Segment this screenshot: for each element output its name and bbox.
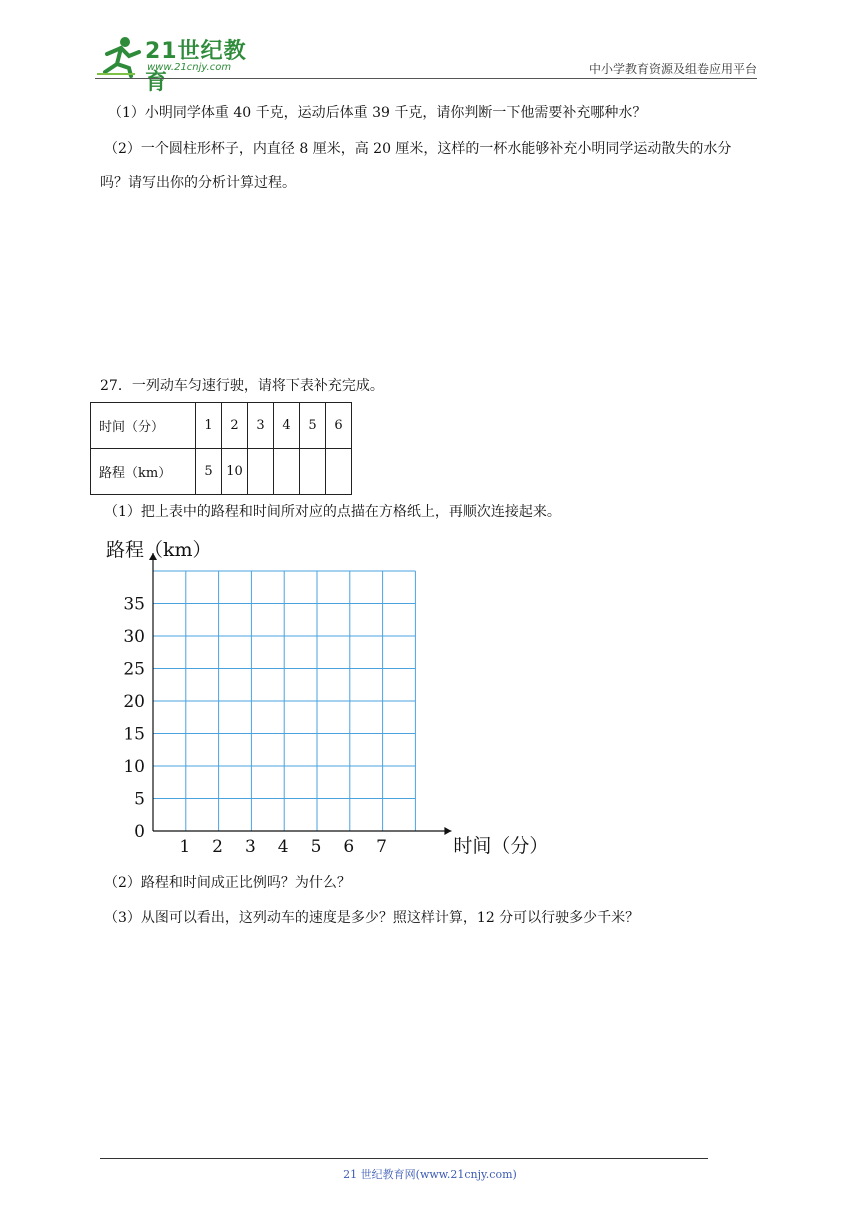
x-tick-label: 2 (212, 837, 224, 857)
table-cell: 5 (300, 403, 326, 449)
table-row (91, 449, 352, 495)
grid-chart[interactable] (100, 535, 549, 860)
x-tick-label: 6 (343, 837, 355, 857)
q27-title: 27．一列动车匀速行驶，请将下表补充完成。 (100, 378, 384, 394)
page-header (95, 30, 757, 95)
table-cell: 3 (248, 403, 274, 449)
site-logo (95, 34, 265, 95)
table-cell: 2 (222, 403, 248, 449)
y-axis-label: 路程（km） (106, 539, 212, 561)
x-tick-label: 5 (310, 837, 322, 857)
table-cell: 10 (222, 449, 248, 495)
logo-text: 21世纪教育 (145, 39, 247, 95)
table-header-distance: 路程（km） (91, 449, 196, 495)
table-header-time: 时间（分） (91, 403, 196, 449)
table-cell-blank[interactable] (326, 449, 352, 495)
x-tick-label: 4 (277, 837, 289, 857)
logo-url: www.21cnjy.com (147, 62, 232, 73)
y-tick-label: 0 (134, 822, 145, 842)
y-tick-label: 5 (134, 789, 145, 810)
q27-sub3: （3）从图可以看出，这列动车的速度是多少？照这样计算，12 分可以行驶多少千米？ (104, 910, 640, 926)
y-tick-label: 15 (123, 724, 145, 745)
x-tick-label: 1 (179, 837, 191, 857)
y-tick-label: 10 (123, 757, 145, 777)
y-tick-label: 30 (123, 627, 145, 647)
x-axis-arrow-icon (444, 827, 451, 835)
table-row (91, 403, 352, 449)
table-cell: 4 (274, 403, 300, 449)
x-axis-label: 时间（分） (453, 835, 549, 857)
time-distance-table (90, 402, 352, 495)
table-cell: 1 (196, 403, 222, 449)
runner-logo-icon (95, 34, 143, 78)
table-cell-blank[interactable] (274, 449, 300, 495)
table-cell: 6 (326, 403, 352, 449)
q26-part2-line1: （2）一个圆柱形杯子，内直径 8 厘米，高 20 厘米，这样的一杯水能够补充小明同学运动散失的水分 (104, 141, 732, 157)
footer-divider (100, 1158, 708, 1159)
x-tick-label: 7 (376, 837, 388, 857)
table-cell-blank[interactable] (248, 449, 274, 495)
footer-text: 21 世纪教育网(www.21cnjy.com) (343, 1168, 517, 1181)
y-tick-label: 35 (123, 594, 145, 615)
header-divider (95, 78, 757, 79)
table-cell-blank[interactable] (300, 449, 326, 495)
y-tick-label: 20 (123, 692, 145, 712)
platform-name: 中小学教育资源及组卷应用平台 (588, 62, 757, 76)
q27-sub2: （2）路程和时间成正比例吗？为什么？ (104, 875, 351, 891)
y-tick-label: 25 (123, 659, 145, 680)
table-cell: 5 (196, 449, 222, 495)
q26-part1: （1）小明同学体重 40 千克，运动后体重 39 千克，请你判断一下他需要补充哪种水？ (108, 105, 647, 121)
q26-part2-line2: 吗？请写出你的分析计算过程。 (100, 175, 296, 191)
q27-sub1: （1）把上表中的路程和时间所对应的点描在方格纸上，再顺次连接起来。 (104, 504, 561, 520)
x-tick-label: 3 (244, 837, 256, 857)
